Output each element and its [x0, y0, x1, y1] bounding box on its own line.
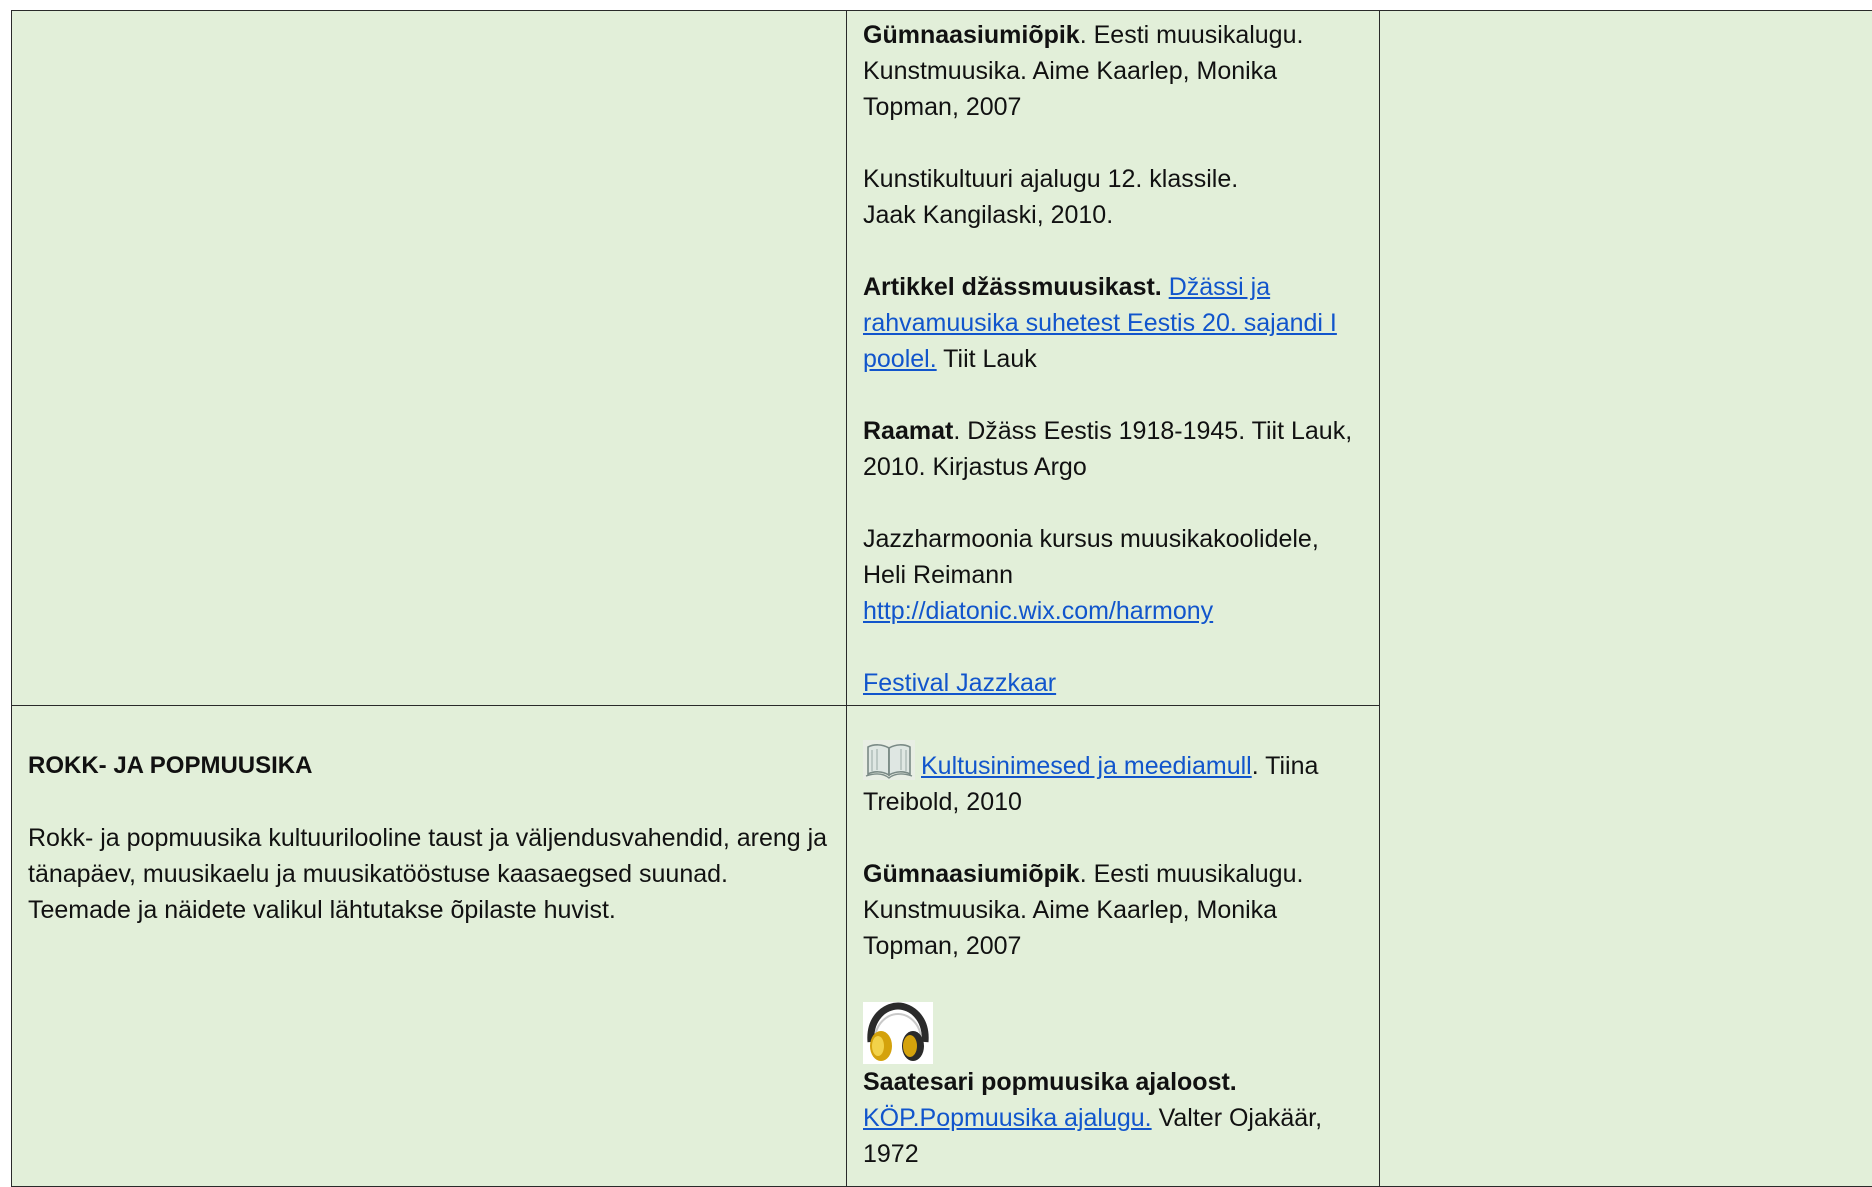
reference-jazz-harmony — [863, 521, 1365, 629]
book-icon — [863, 740, 915, 780]
reference-festival — [863, 665, 1365, 701]
jazz-article-link[interactable]: Džässi ja rahvamuusika suhetest Eestis 20. sajandi I poolel. — [863, 273, 1337, 373]
pop-history-link[interactable]: KÖP.Popmuusika ajalugu. — [863, 1104, 1152, 1132]
reference-textbook — [863, 17, 1365, 125]
reference-bold-label: Saatesari popmuusika ajaloost. — [863, 1068, 1237, 1096]
reference-text: Kunstikultuuri ajalugu 12. klassile. — [863, 161, 1365, 197]
curriculum-table — [11, 10, 1872, 1187]
cult-people-link[interactable]: Kultusinimesed ja meediamull — [921, 752, 1252, 780]
reference-bold-label: Gümnaasiumiõpik — [863, 860, 1080, 888]
topic-description: Rokk- ja popmuusika kultuurilooline taust ja väljendusvahendid, areng ja tänapäev, muusikaelu ja muusikatööstuse kaasaegsed suunad. — [28, 820, 832, 892]
table-row — [12, 11, 1872, 706]
topic-cell — [12, 706, 847, 1187]
headphones-icon — [863, 1002, 933, 1064]
reference-pop-history — [863, 1002, 1365, 1172]
reference-bold-label: Artikkel džässmuusikast. — [863, 273, 1162, 301]
references-cell — [847, 706, 1380, 1187]
festival-jazzkaar-link[interactable]: Festival Jazzkaar — [863, 669, 1056, 697]
reference-cult-people — [863, 740, 1365, 820]
harmony-url-link[interactable]: http://diatonic.wix.com/harmony — [863, 593, 1365, 629]
reference-text: . Tiina Treibold, 2010 — [863, 752, 1318, 816]
notes-cell — [1380, 11, 1872, 1187]
topic-cell — [12, 11, 847, 706]
reference-textbook — [863, 856, 1365, 964]
reference-jazz-article — [863, 269, 1365, 377]
reference-text: Jaak Kangilaski, 2010. — [863, 197, 1365, 233]
topic-description-note: Teemade ja näidete valikul lähtutakse õpilaste huvist. — [28, 892, 832, 928]
reference-bold-label: Gümnaasiumiõpik — [863, 21, 1080, 49]
reference-text: Valter Ojakäär, 1972 — [863, 1104, 1322, 1168]
reference-text: . Eesti muusikalugu. Kunstmuusika. Aime Kaarlep, Monika Topman, 2007 — [863, 860, 1303, 960]
references-cell — [847, 11, 1380, 706]
reference-art-history — [863, 161, 1365, 233]
reference-text: Jazzharmoonia kursus muusikakoolidele, Heli Reimann — [863, 521, 1365, 593]
reference-text: . Džäss Eestis 1918-1945. Tiit Lauk, 2010. Kirjastus Argo — [863, 417, 1352, 481]
reference-jazz-book — [863, 413, 1365, 485]
topic-heading: ROKK- JA POPMUUSIKA — [28, 748, 832, 784]
reference-text: . Eesti muusikalugu. Kunstmuusika. Aime Kaarlep, Monika Topman, 2007 — [863, 21, 1303, 121]
reference-bold-label: Raamat — [863, 417, 953, 445]
reference-text: Tiit Lauk — [937, 345, 1037, 373]
